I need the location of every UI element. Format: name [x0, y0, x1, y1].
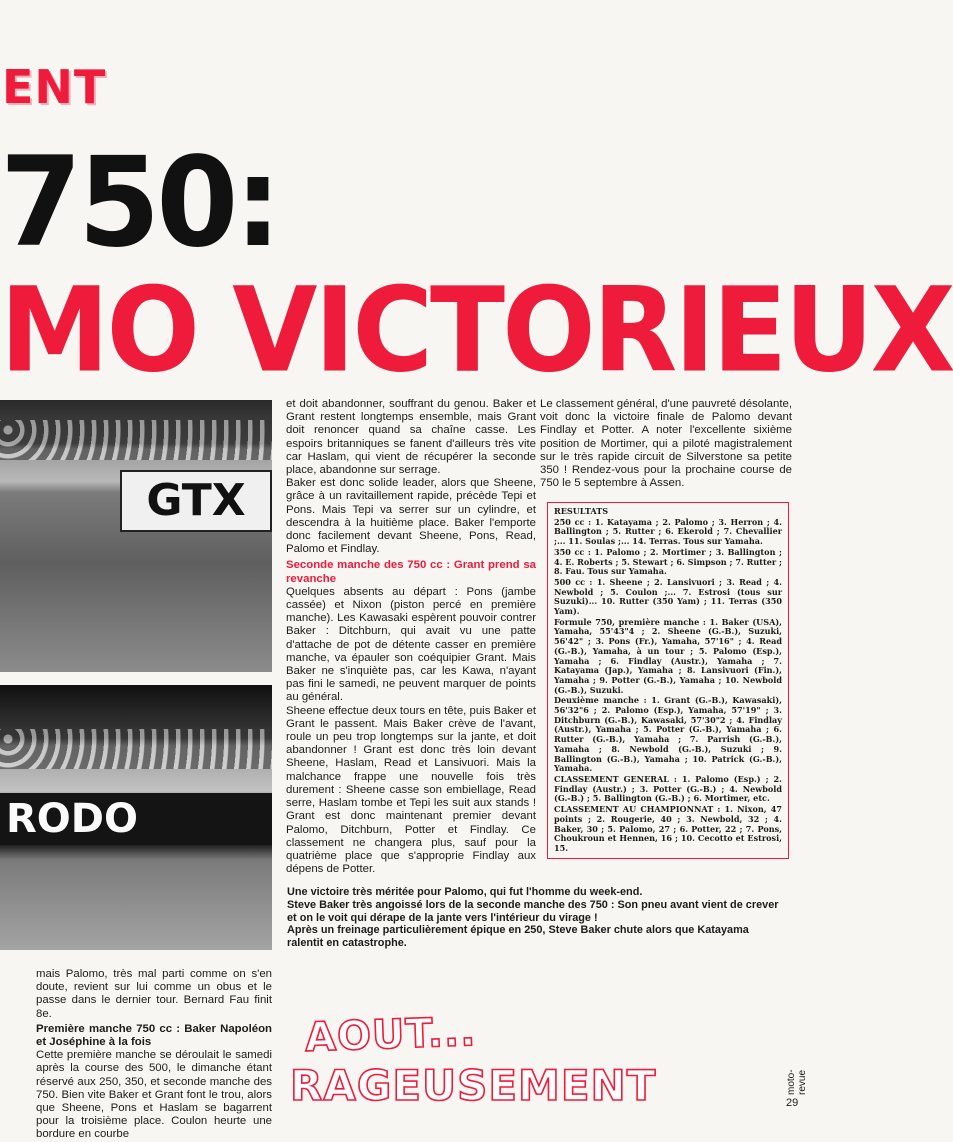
magazine-name: moto-revue	[786, 1069, 808, 1095]
results-250: 250 cc : 1. Katayama ; 2. Palomo ; 3. Herron ; 4. Ballington ; 5. Rutter ; 6. Ekerold ; 7. Chevallier ;... 11. Soulas ;... 14. Terras. Tous sur Yamaha.	[554, 516, 782, 547]
crowd-texture	[0, 420, 272, 460]
article-column-2	[286, 398, 536, 876]
advert-sign: GTX	[120, 470, 272, 532]
caption-line: Une victoire très méritée pour Palomo, qui fut l'homme du week-end.	[287, 886, 643, 898]
article-column-1	[36, 968, 272, 1142]
race-photo-top	[0, 400, 272, 672]
section-subheading: Seconde manche des 750 cc : Grant prend sa revanche	[286, 559, 536, 585]
results-championship: CLASSEMENT AU CHAMPIONNAT : 1. Nixon, 47 points ; 2. Rougerie, 40 ; 3. Newbold, 32 ; 4. Baker, 30 ; 5. Palomo, 27 ; 6. Potter, 22 ; 7. Pons, Choukroun et Hennen, 16 ; 10. Cecotto et Estrosi, 15.	[554, 804, 782, 853]
banner-rageusement: RAGEUSEMENT	[290, 1061, 657, 1110]
section-subheading: Première manche 750 cc : Baker Napoléon et Joséphine à la fois	[36, 1022, 272, 1049]
results-750-first: Formule 750, première manche : 1. Baker (USA), Yamaha, 55'43"4 ; 2. Sheene (G.-B.), Suzuki, 56'42" ; 3. Pons (Fr.), Yamaha, 57'16" ; 4. Read (G.-B.), Yamaha, à un tour ; 5. Palomo (Esp.), Yamaha ; 6. Findlay (Austr.), Yamaha ; 7. Katayama (Jap.), Yamaha ; 8. Lansivuori (Fin.), Yamaha ; 9. Potter (G.-B.), Yamaha ; 10. Newbold (G.-B.), Suzuki.	[554, 616, 782, 695]
results-350: 350 cc : 1. Palomo ; 2. Mortimer ; 3. Ballington ; 4. E. Roberts ; 5. Stewart ; 6. Simpson ; 7. Rutter ; 8. Fau. Tous sur Yamaha.	[554, 546, 782, 577]
paragraph: et doit abandonner, souffrant du genou. Baker et Grant restent longtemps ensemble, mais Grant doit renoncer quand sa chaîne casse. Les espoirs britanniques se fanent d'ailleurs très vite car Haslam, qui vient de récupérer la seconde place, abandonne sur serrage.	[286, 398, 536, 477]
race-photo-bottom	[0, 685, 272, 950]
paragraph: mais Palomo, très mal parti comme on s'en doute, revient sur lui comme un obus et le passe dans le dernier tour. Bernard Fau finit 8e.	[36, 968, 272, 1020]
paragraph: Sheene effectue deux tours en tête, puis Baker et Grant le passent. Mais Baker crève de l'avant, roule un peu trop longtemps sur la jante, et doit abandonner ! Grant est donc très loin devant Sheene, Haslam, Read et Lansivuori. Mais la malchance frappe une nouvelle fois très durement : Sheene casse son embiellage, Read serre, Haslam tombe et Tepi les suit aux stands ! Grant est donc maintenant premier devant Palomo, Ditchburn, Potter et Findlay. Ce classement ne changera plus, sauf pour la quatrième place que s'approprie Findlay aux dépens de Potter.	[286, 704, 536, 876]
results-general: CLASSEMENT GENERAL : 1. Palomo (Esp.) ; 2. Findlay (Austr.) ; 3. Potter (G.-B.) ; 4. Newbold (G.-B.) ; 5. Ballington (G.-B.) ; 6. Mortimer, etc.	[554, 773, 782, 804]
paragraph: Baker est donc solide leader, alors que Sheene, grâce à un ravitaillement rapide, précède Tepi et Pons. Mais Tepi va serrer sur un cylindre, et descendra à la huitième place. Baker l'emporte donc facilement devant Sheene, Pons, Read, Palomo et Findlay.	[286, 477, 536, 556]
page-number: 29	[786, 1097, 799, 1109]
headline-number: 750:	[0, 129, 278, 275]
paragraph: Le classement général, d'une pauvreté désolante, voit donc la victoire finale de Palomo devant Findlay et Potter. A noter l'excellente sixième position de Mortimer, qui a piloté magistralement sur le très rapide circuit de Silverstone sa petite 350 ! Rendez-vous pour la prochaine course de 750 le 5 septembre à Assen.	[540, 398, 792, 490]
crowd-texture	[0, 729, 272, 769]
results-box	[547, 502, 789, 859]
headline-fragment: ENT	[2, 60, 107, 114]
paragraph: Quelques absents au départ : Pons (jambe cassée) et Nixon (piston percé en première manche). Les Kawasaki espèrent pouvoir contrer Baker : Ditchburn, qui avait vu une patte d'attache de pot de détente casser en première manche, va épauler son coéquipier Grant. Mais Baker ne s'inquiète pas, car les Kawa, n'ayant pas fini le samedi, ne peuvent marquer de points au général.	[286, 585, 536, 704]
headline-victorieux: MO VICTORIEUX	[0, 262, 953, 399]
photo-captions	[287, 886, 787, 950]
results-title: RESULTATS	[554, 506, 609, 516]
results-500: 500 cc : 1. Sheene ; 2. Lansivuori ; 3. Read ; 4. Newbold ; 5. Coulon ;... 7. Estrosi (tous sur Suzuki)... 10. Rutter (350 Yam) ; 11. Terras (350 Yam).	[554, 576, 782, 617]
caption-line: Steve Baker très angoissé lors de la seconde manche des 750 : Son pneu avant vient de crever et on le voit qui dérape de la jante vers l'intérieur du virage !	[287, 898, 779, 924]
caption-line: Après un freinage particulièrement épique en 250, Steve Baker chute alors que Katayama ralentit en catastrophe.	[287, 924, 749, 950]
banner-aout: AOUT...	[304, 1009, 478, 1061]
paragraph: Cette première manche se déroulait le samedi après la course des 500, le dimanche étant réservé aux 250, 350, et seconde manche des 750. Bien vite Baker et Grant font le trou, alors que Sheene, Pons et Haslam se bagarrent pour la troisième place. Coulon heurte une bordure en courbe	[36, 1049, 272, 1141]
article-column-3	[540, 398, 792, 490]
results-750-second: Deuxième manche : 1. Grant (G.-B.), Kawasaki), 56'32"6 ; 2. Palomo (Esp.), Yamaha, 57'19" ; 3. Ditchburn (G.-B.), Kawasaki, 57'30"2 ; 4. Findlay (Austr.), Yamaha ; 5. Potter (G.-B.), Yamaha ; 6. Rutter (G.-B.), Yamaha ; 7. Parrish (G.-B.), Yamaha ; 8. Newbold (G.-B.), Suzuki ; 9. Ballington (G.-B.), Yamaha ; 10. Patrick (G.-B.), Yamaha.	[554, 695, 782, 774]
advert-sign: RODO	[0, 793, 272, 845]
